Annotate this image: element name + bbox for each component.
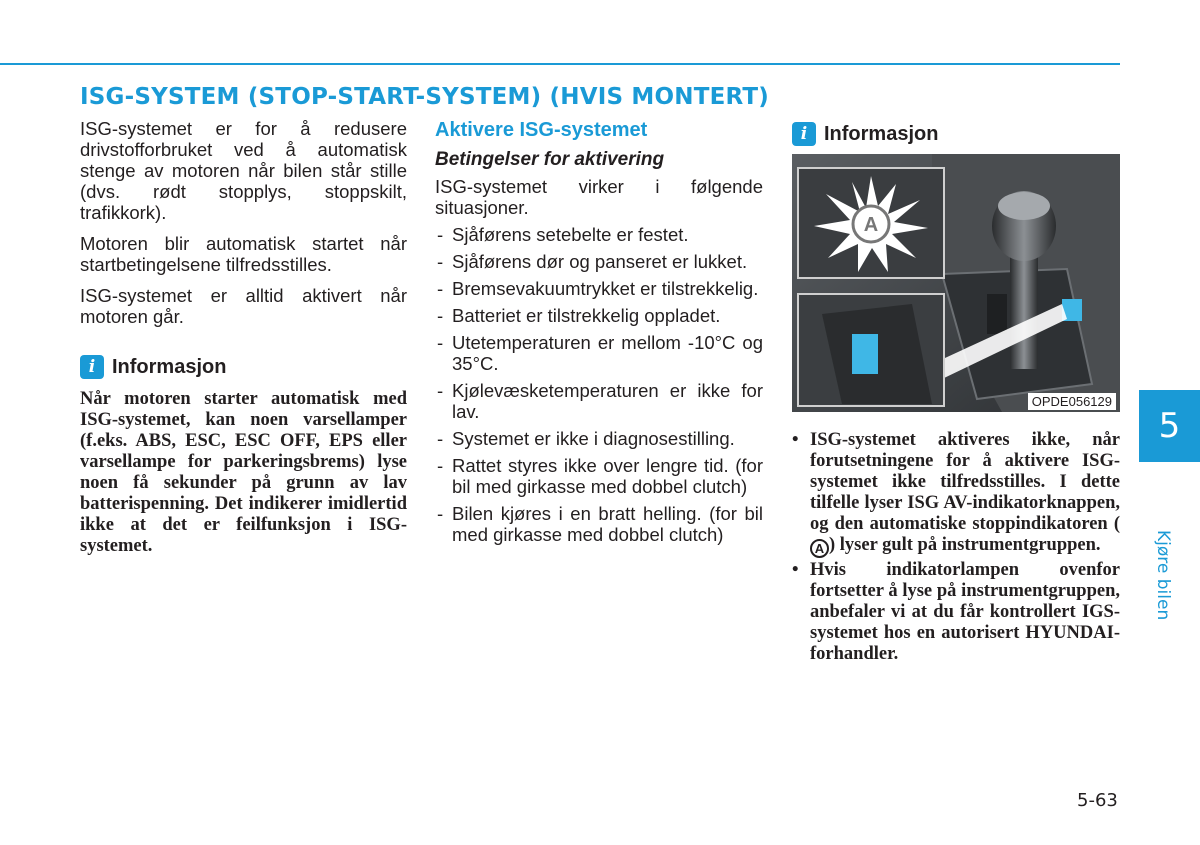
figure-label: OPDE056129 bbox=[1028, 393, 1116, 410]
paragraph: ISG-systemet er for å redusere drivstofforbruket ved å automatisk stenge av motoren når bilen står stille (dvs. rødt stopplys, stoppskilt, trafikkork). bbox=[80, 118, 407, 223]
list-item: • Hvis indikatorlampen ovenfor fortsetter å lyse på instrumentgruppen, anbefaler vi at du får kontrollert IGS-systemet hos en autorisert HYUNDAI-forhandler. bbox=[792, 560, 1120, 665]
info-icon: i bbox=[792, 122, 816, 146]
conditions-heading: Betingelser for aktivering bbox=[435, 149, 665, 170]
list-item: - Bremsevakuumtrykket er tilstrekkelig. bbox=[435, 278, 763, 299]
list-item: - Bilen kjøres i en bratt helling. (for bil med girkasse med dobbel clutch) bbox=[435, 503, 763, 545]
chapter-name: Kjøre bilen bbox=[1153, 530, 1173, 621]
list-item bbox=[792, 430, 1120, 558]
list-item: - Sjåførens setebelte er festet. bbox=[435, 224, 763, 245]
info-heading-label: Informasjon bbox=[824, 122, 939, 145]
list-item: - Utetemperaturen er mellom -10°C og 35°C. bbox=[435, 332, 763, 374]
column-information bbox=[792, 118, 1120, 667]
bullet-text: ISG-systemet aktiveres ikke, når forutsetningene for å aktivere ISG-systemet ikke tilfredsstilles. I dette tilfelle lyser ISG AV-indikatorknappen, og den automatiske stoppindikatoren ( bbox=[810, 430, 1120, 534]
info-heading-label: Informasjon bbox=[112, 355, 227, 378]
info-box-heading bbox=[792, 122, 1120, 146]
column-activation bbox=[435, 118, 763, 551]
page-number: 5-63 bbox=[1077, 790, 1118, 811]
gear-shifter-figure bbox=[792, 154, 1120, 412]
auto-stop-indicator-icon: A bbox=[810, 539, 829, 558]
svg-text:A: A bbox=[863, 214, 879, 236]
paragraph: Motoren blir automatisk startet når startbetingelsene tilfredsstilles. bbox=[80, 233, 407, 275]
conditions-list bbox=[435, 224, 763, 545]
list-item: - Kjølevæsketemperaturen er ikke for lav. bbox=[435, 380, 763, 422]
list-item: - Systemet er ikke i diagnosestilling. bbox=[435, 428, 763, 449]
info-text: Når motoren starter automatisk med ISG-systemet, kan noen varsellamper (f.eks. ABS, ESC, ESC OFF, EPS eller varsellampe for parkeringsbrems) lyse noen få sekunder på grunn av lav batterispenning. Det indikerer imidlertid ikke at det er feilfunksjon i ISG-systemet. bbox=[80, 389, 407, 556]
top-divider bbox=[0, 63, 1120, 65]
paragraph: ISG-systemet er alltid aktivert når motoren går. bbox=[80, 285, 407, 327]
info-icon: i bbox=[80, 355, 104, 379]
subsection-heading: Aktivere ISG-systemet bbox=[435, 119, 648, 141]
gear-shifter-illustration bbox=[792, 154, 1120, 412]
list-item: - Sjåførens dør og panseret er lukket. bbox=[435, 251, 763, 272]
info-box-heading bbox=[80, 355, 407, 379]
chapter-tab: 5 bbox=[1139, 390, 1200, 462]
list-item: - Rattet styres ikke over lengre tid. (for bil med girkasse med dobbel clutch) bbox=[435, 455, 763, 497]
conditions-intro: ISG-systemet virker i følgende situasjoner. bbox=[435, 176, 763, 218]
column-intro bbox=[80, 118, 407, 557]
list-item: - Batteriet er tilstrekkelig oppladet. bbox=[435, 305, 763, 326]
section-title: ISG-SYSTEM (STOP-START-SYSTEM) (HVIS MONTERT) bbox=[80, 84, 769, 110]
info-bullet-list bbox=[792, 430, 1120, 665]
bullet-text: ) lyser gult på instrumentgruppen. bbox=[829, 535, 1101, 555]
